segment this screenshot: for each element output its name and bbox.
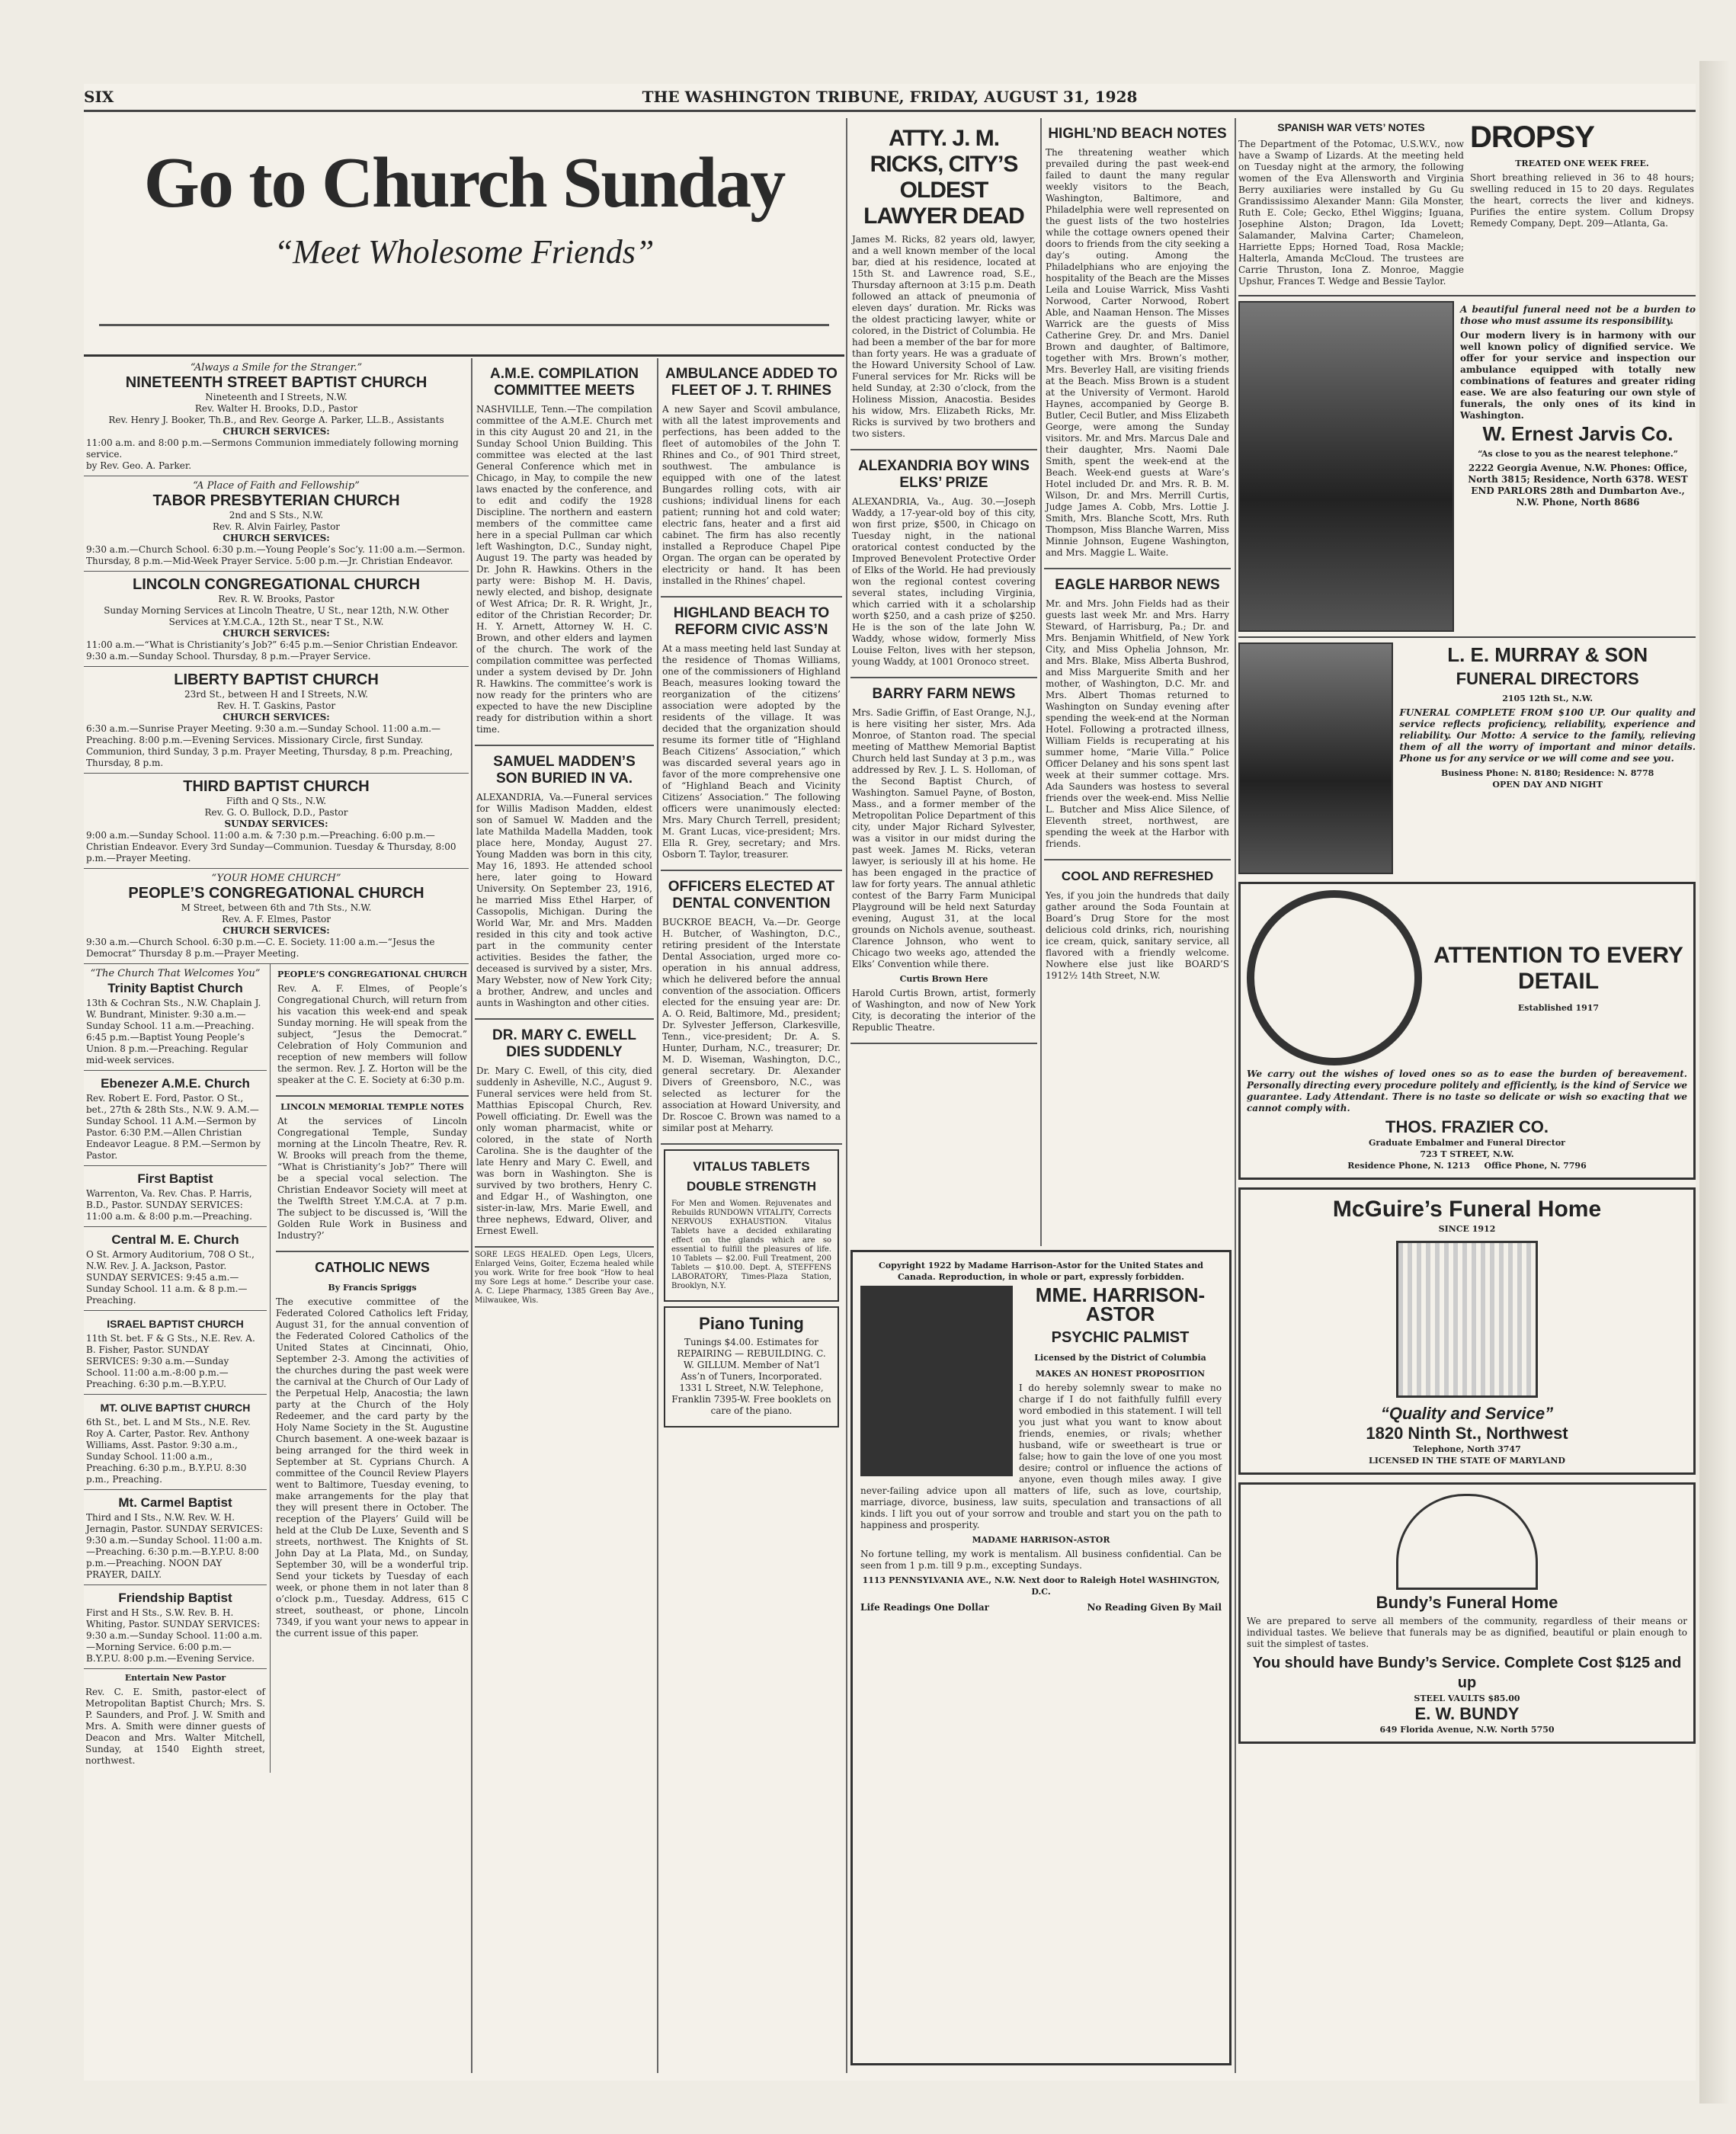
article: [276, 964, 469, 1097]
church-listing: [84, 1071, 267, 1166]
article-title: LINCOLN MEMORIAL TEMPLE NOTES: [280, 1102, 464, 1112]
portrait-photo: [1238, 642, 1393, 874]
church-listing: [84, 869, 469, 964]
church-pastor: Rev. R. W. Brooks, Pastor: [218, 594, 335, 604]
church-listing: [84, 572, 469, 667]
church-directory: [84, 358, 469, 2073]
article-body: Rev. C. E. Smith, pastor-elect of Metropolitan Baptist Church; Mrs. S. P. Saunders, and Prof. J. W. Smith and Mrs. A. Smith were dinner guests of Deacon and Mrs. Walter Mitchell, Sunday, at 1540 Eighth street, northwest.: [85, 1687, 265, 1766]
mcguire-ad: [1238, 1187, 1696, 1475]
ad-phones: Residence Phone, N. 1213 Office Phone, N. 7796: [1347, 1161, 1587, 1171]
article-body: Rev. A. F. Elmes, of People’s Congregational Church, will return from his vacation this week-end and speak Sunday morning. He will speak from the subject, “Jesus the Democrat.” Celebration of Holy Communion and reception of new members will follow the sermon. Rev. J. Z. Horton will be the speaker at the C. E. Society at 6:30 p.m.: [277, 983, 467, 1085]
church-name: ISRAEL BAPTIST CHURCH: [107, 1318, 244, 1330]
ad-body: Yes, if you join the hundreds that daily gather around the Soda Fountain at Board’s Drug Store for the most delicious cold drinks, rich, nourishing ice cream, quick, sanitary service, all flavored with a friendly welcome. Nowhere else just like BOARD’S 1912½ 14th Street, N.W.: [1046, 890, 1229, 981]
church-name: Mt. Carmel Baptist: [118, 1495, 232, 1510]
ad-title: Graduate Embalmer and Funeral Director: [1369, 1138, 1565, 1148]
ad-address: 649 Florida Avenue, N.W. North 5750: [1379, 1725, 1555, 1735]
arch-icon: [1396, 1494, 1538, 1590]
ad-subtitle: TREATED ONE WEEK FREE.: [1515, 159, 1649, 168]
article: [1044, 118, 1231, 569]
church-pastor: Rev. R. Alvin Fairley, Pastor: [212, 521, 341, 532]
ad-body: Our modern livery is in harmony with our well known policy of dignified service. We offer for your service and inspection our ambulance equipped with totally new combinations of features and greater riding ease. We are also featuring our own style of funerals, the only ones of its kind in Washington.: [1460, 330, 1696, 421]
services-label: CHURCH SERVICES:: [223, 426, 330, 437]
ad-name: McGuire’s Funeral Home: [1332, 1197, 1602, 1222]
dropsy-ad: [1470, 118, 1694, 290]
ad-title: VITALUS TABLETS DOUBLE STRENGTH: [687, 1159, 816, 1194]
ad-license: LICENSED IN THE STATE OF MARYLAND: [1369, 1456, 1565, 1466]
ad-motto: “Quality and Service”: [1380, 1404, 1554, 1423]
banner-divider: [99, 324, 829, 326]
astor-ad: [850, 1250, 1232, 2065]
article-body: At the services of Lincoln Congregational Temple, Sunday morning at the Lincoln Theatre, Rev. R. W. Brooks will preach from the theme, “What is Christianity’s Job?” There will be a special vocal selection. The Christian Endeavor Society will meet at the Twelfth Street Y.M.C.A. at 7 p.m. The subject to be discussed is, ‘Will the Golden Rule Work in Business and Industry?’: [277, 1116, 467, 1241]
banner-title: Go to Church Sunday: [143, 143, 785, 223]
article-body: A new Sayer and Scovil ambulance, with all the latest improvements and perfections, has been added to the fleet of automobiles of the John T. Rhines and Co., of 901 Third street, southwest. The ambulance is equipped with one of the latest Bungardes rolling cots, with air cushions; individual linens for each patient; running hot and cold water; electric fans, heater and a first aid cabinet. The firm has also recently installed a Reproduce Chapel Pipe Organ. The organ can be operated by electricity or hand. It has been installed in the Rhines’ chapel.: [662, 404, 841, 586]
church-listing: [84, 1585, 267, 1669]
services-label: CHURCH SERVICES:: [223, 925, 330, 936]
article: [475, 1020, 654, 1248]
church-listing: [84, 1166, 267, 1227]
church-name: PEOPLE’S CONGREGATIONAL CHURCH: [128, 885, 424, 902]
church-services: 11th St. bet. F & G Sts., N.E. Rev. A. B. Fisher, Pastor. SUNDAY SERVICES: 9:30 a.m.—Sunday School. 11:00 a.m.-8:00 p.m.—Preaching. 6:30 p.m.—B.Y.P.U.: [86, 1333, 255, 1389]
church-listing: [84, 1395, 267, 1490]
church-services: 11:00 a.m. and 8:00 p.m.—Sermons Communion immediately following morning service.: [86, 437, 459, 460]
article-title: SAMUEL MADDEN’S SON BURIED IN VA.: [493, 754, 636, 787]
church-address: Fifth and Q Sts., N.W.: [226, 796, 327, 806]
church-banner: [84, 118, 844, 357]
ad-signature: MADAME HARRISON-ASTOR: [972, 1535, 1110, 1545]
church-name: MT. OLIVE BAPTIST CHURCH: [100, 1402, 251, 1414]
column-rule: [657, 358, 658, 2073]
services-label: CHURCH SERVICES:: [223, 712, 330, 723]
ad-body: We are prepared to serve all members of the community, regardless of their means or individual tastes. We believe that funerals may be as dignified, beautiful or plain enough to suit the simplest of tastes.: [1247, 1616, 1687, 1649]
ad-body: I do hereby solemnly swear to make no charge if I do not faithfully fulfill every word embodied in this statement. I will tell you just what you want to know about friends, enemies, or rivals; whether husband, wife or sweetheart is true or false; how to gain the love of one you most desire; control or influence the actions of anyone, even though miles away. I give never-failing advice upon all matters of life, such as love, courtship, marriage, divorce, business, law suits, speculation and transactions of all kinds. I lift you out of your sorrow and trouble and start you on the path to happiness and prosperity.: [860, 1383, 1222, 1530]
ad-phones: Business Phone: N. 8180; Residence: N. 8778: [1441, 768, 1654, 778]
ad-name: L. E. MURRAY & SON: [1447, 643, 1648, 666]
ad-address: 723 T STREET, N.W.: [1420, 1149, 1514, 1159]
frazier-ad: [1238, 882, 1696, 1180]
palm-hand-icon: [860, 1286, 1013, 1476]
church-pastor: Rev. H. T. Gaskins, Pastor: [216, 700, 336, 711]
ad-since: SINCE 1912: [1438, 1224, 1496, 1234]
ad-body: For Men and Women. Rejuvenates and Rebuilds RUNDOWN VITALITY, Corrects NERVOUS EXHAUSTION. Vitalus Tablets have a decided exhilarating effect on the glands which are so essential to fulfill the pleasures of life. 10 Tablets — $2.00. Full Treatment, 200 Tablets — $10.00. Dept. A, STEFFENS LABORATORY, Times-Plaza Station, Brooklyn, N.Y.: [671, 1200, 831, 1290]
article: [850, 678, 1037, 1044]
ad-body: Tunings $4.00. Estimates for REPAIRING — REBUILDING. C. W. GILLUM. Member of Nat’l Ass’n of Tuners, Incorporated. 1331 L Street, N.W. Telephone, Franklin 7395-W. Free booklets on care of the piano.: [671, 1337, 831, 1416]
ad-address: 2222 Georgia Avenue, N.W. Phones: Office, North 3815; Residence, North 6378. WEST END PARLORS 28th and Dumbarton Ave., N.W. Phone, North 8686: [1468, 463, 1688, 508]
article-body: Mr. and Mrs. John Fields had as their guests last week Mr. and Mrs. Harry Steward, of Harrisburg, Pa.; Dr. and Mrs. Benjamin Whitfield, of New York City, and Miss Ophelia Johnson, Mr. and Mrs. Blake, Miss Alberta Bushrod, and Miss Marguerite Smith and her mother, of Washington, D.C. Mr. and Mrs. Albert Thomas returned to Washington on Sunday evening after spending the week-end at the Norman Hotel. Following a protracted illness, William Fields is recuperating at his summer home, “Marie Villa.” Police Officer Delaney and his sons spent last week at their summer cottage. Mrs. Ada Saunders was hostess to several friends over the week-end. Miss Nellie L. Butcher and Miss Alice Silence, of Eleventh street, northwest, are spending the week at the Harbor with friends.: [1046, 598, 1229, 849]
article-body: ALEXANDRIA, Va., Aug. 30.—Joseph Waddy, a 17-year-old boy of this city, won first prize, $500, in Chicago on Tuesday night, in the national oratorical contest conducted by the Improved Benevolent Protective Order of Elks of the World. He had previously won the regional contest covering several states, including Virginia, which carried with it a scholarship worth $250, and a cash prize of $250. He is the son of the late John W. Waddy, whose widow, formerly Miss Louise Felton, lives with her stepson, young Waddy, at 1001 Oronoco street.: [852, 496, 1036, 667]
church-listing: [84, 667, 469, 774]
church-name: THIRD BAPTIST CHURCH: [183, 778, 370, 795]
church-services: 11:00 a.m.—“What is Christianity’s Job?” 6:45 p.m.—Senior Christian Endeavor. 9:30 a.m.—Sunday School. Thursday, 8 p.m.—Prayer Service.: [86, 639, 458, 662]
ad-vault: STEEL VAULTS $85.00: [1414, 1693, 1520, 1703]
church-news-column: [273, 964, 469, 1645]
article: [475, 358, 654, 746]
church-services: 6:30 a.m.—Sunrise Prayer Meeting. 9:30 a.m.—Sunday School. 11:00 a.m.—Preaching. 8:00 p.m.—Evening Services. Missionary Circle, first Sunday. Communion, third Sunday, 3 p.m. Prayer Meeting, Thursday, 8 p.m. Preaching, Thursday, 8 p.m.: [86, 723, 453, 768]
services-label: CHURCH SERVICES:: [223, 628, 330, 639]
article-body: At a mass meeting held last Sunday at the residence of Thomas Williams, one of the commissioners of Highland Beach, measures looking toward the reorganization of the citizens’ association were adopted by the residents of the village. It was decided that the organization should resume its former title of “Highland Beach Citizens’ Association,” which was discarded several years ago in favor of the more comprehensive one of “Highland Beach and Vicinity Citizens’ Association.” The following officers were unanimously elected: Mrs. Mary Church Terrell, president; M. Grant Lucas, vice-president; Mrs. Ella R. Grey, secretary; and Mrs. Osborn T. Taylor, treasurer.: [662, 643, 841, 860]
masthead-bar: [84, 84, 1696, 112]
church-slogan: “A Place of Faith and Fellowship”: [193, 480, 360, 492]
ad-title: Piano Tuning: [699, 1314, 804, 1333]
article-title: ALEXANDRIA BOY WINS ELKS’ PRIZE: [858, 458, 1030, 491]
portrait-photo: [1238, 301, 1454, 632]
ad-name: Bundy’s Funeral Home: [1376, 1593, 1558, 1612]
ad-proposition: MAKES AN HONEST PROPOSITION: [1035, 1369, 1206, 1379]
article-body: NASHVILLE, Tenn.—The compilation committee of the A.M.E. Church met in this city August 20 and 21, in the Sunday School Union Building. This committee was elected at the last General Conference which met in Chicago, in May, to compile the new laws enacted by the conference, and to edit and codify the 1928 Discipline. The northern and eastern members of the committee came here in a special Pullman car which left Washington, D.C., Sunday night, August 19. The party was headed by Dr. John R. Hawkins. Others in the party were: Bishop M. H. Davis, newly elected, and bishop, designate of West Africa; Dr. R. R. Wright, Jr., editor of the Christian Recorder; Dr. H. Y. Arnett, Attorney W. H. C. Brown, and other elders and laymen of the church. The work of the compilation committee was perfected under a system devised by Dr. John R. Hawkins. The committee’s work is now ready for the printers who are expected to have the new Discipline ready for distribution within a short time.: [476, 404, 652, 735]
piano-ad: [664, 1306, 839, 1427]
article: [661, 358, 842, 598]
ad-copyright: Copyright 1922 by Madame Harrison-Astor for the United States and Canada. Reproduction, in whole or part, expressly forbidden.: [879, 1261, 1203, 1282]
church-name: Central M. E. Church: [111, 1232, 239, 1247]
church-listing: [84, 964, 267, 1071]
masthead: THE WASHINGTON TRIBUNE, FRIDAY, AUGUST 31, 1928: [642, 88, 1138, 106]
column-2: [475, 358, 654, 2073]
ad-offer: You should have Bundy’s Service. Complete Cost $125 and up: [1252, 1655, 1682, 1691]
small-church-column: [84, 964, 271, 1773]
sore-legs-ad: SORE LEGS HEALED. Open Legs, Ulcers, Enlarged Veins, Goiter, Eczema healed while you work. Write for free book “How to heal my Sore Legs at home.” Describe your case. A. C. Liepe Pharmacy, 1385 Green Bay Ave., Milwaukee, Wis.: [475, 1251, 654, 1305]
article: [1044, 569, 1231, 860]
church-name: LIBERTY BAPTIST CHURCH: [174, 671, 379, 688]
church-extra: by Rev. Geo. A. Parker.: [86, 460, 192, 471]
article-body: BUCKROE BEACH, Va.—Dr. George H. Butcher, of Washington, D.C., retiring president of the Interstate Dental Association, urged more co-operation in his annual address, which he delivered before the annual convention of the association. Officers elected for the ensuing year are: Dr. A. O. Reid, Baltimore, Md., president; Dr. Sylvester Jefferson, Clarkesville, Tenn., vice-president; Dr. A. S. Hunter, Durham, N.C., treasurer; Dr. M. D. Wiseman, Washington, D.C., general secretary. Dr. Alexander Divers of Greensboro, N.C., was selected as lecturer for the association at Howard University, and Dr. Roscoe C. Brown was named to a similar post at Meharry.: [662, 917, 841, 1133]
church-address: 2nd and S Sts., N.W.: [229, 510, 324, 521]
murray-ad: [1238, 636, 1696, 874]
church-listing: [84, 774, 469, 869]
bundy-ad: [1238, 1482, 1696, 1744]
church-services: Third and I Sts., N.W. Rev. W. H. Jernagin, Pastor. SUNDAY SERVICES: 9:30 a.m.—Sunday School. 11:00 a.m.—Preaching. 6:30 p.m.—B.Y.P.U. 8:00 p.m.—Preaching. NOON DAY PRAYER, DAILY.: [86, 1512, 263, 1580]
church-services: 9:30 a.m.—Church School. 6:30 p.m.—C. E. Society. 11:00 a.m.—“Jesus the Democrat” Thursday 8 p.m.—Prayer Meeting.: [86, 937, 435, 959]
ad-body: We carry out the wishes of loved ones so as to ease the burden of bereavement. Personally directing every procedure politely and efficiently, is the kind of Service we guarantee. Lady Attendant. There is no taste so delicate or wish so exacting that we cannot comply with.: [1247, 1069, 1687, 1113]
article-title: OFFICERS ELECTED AT DENTAL CONVENTION: [668, 879, 835, 912]
church-assistants: Rev. Henry J. Booker, Th.B., and Rev. George A. Parker, LL.B., Assistants: [108, 415, 444, 425]
church-name: NINETEENTH STREET BAPTIST CHURCH: [125, 374, 428, 391]
article-body: James M. Ricks, 82 years old, lawyer, and a well known member of the local bar, died at his residence, located at 15th St. and Lawrence road, S.E., Thursday afternoon at 3:15 p.m. Death followed an attack of pneumonia of eleven days’ duration. Mr. Ricks was the oldest practicing lawyer, white or colored, in the District of Columbia. He had been a member of the bar for more than forty years. He was a graduate of the Howard University School of Law. Funeral services for Mr. Ricks will be held Sunday, at 2:30 o’clock, from the Holiness Mission, Anacostia. Besides his widow, Mrs. Elizabeth Ricks, Mr. Ricks is survived by two brothers and two sisters.: [852, 234, 1036, 439]
column-6: [1238, 118, 1696, 2073]
article-title: BARRY FARM NEWS: [872, 686, 1016, 702]
church-slogan: “YOUR HOME CHURCH”: [211, 873, 341, 884]
article-title: PEOPLE’S CONGREGATIONAL CHURCH: [277, 969, 467, 979]
article: [276, 1097, 469, 1252]
column-5: [1044, 118, 1231, 1246]
ad-title: COOL AND REFRESHED: [1061, 869, 1214, 883]
article: [850, 450, 1037, 678]
article-title: A.M.E. COMPILATION COMMITTEE MEETS: [490, 366, 639, 399]
spanish-war-article: [1238, 118, 1464, 290]
church-name: TABOR PRESBYTERIAN CHURCH: [152, 492, 400, 509]
article: [475, 746, 654, 1020]
building-icon: [1396, 1241, 1538, 1398]
ad-phone: Telephone, North 3747: [1413, 1444, 1521, 1454]
article-title: HIGHLAND BEACH TO REFORM CIVIC ASS’N: [673, 605, 830, 638]
article-title: DR. MARY C. EWELL DIES SUDDENLY: [492, 1027, 636, 1060]
church-listing: [84, 1311, 267, 1395]
church-name: LINCOLN CONGREGATIONAL CHURCH: [132, 576, 421, 593]
ad-footer-right: No Reading Given By Mail: [1087, 1602, 1222, 1613]
frazier-top: [1247, 890, 1687, 1065]
article-title: SPANISH WAR VETS’ NOTES: [1277, 121, 1425, 133]
services-label: SUNDAY SERVICES:: [224, 819, 328, 829]
ad-address: 2105 12th St., N.W.: [1502, 694, 1593, 703]
church-pastor: Rev. G. O. Bullock, D.D., Pastor: [204, 807, 348, 818]
column-rule: [471, 358, 472, 2073]
ad-owner: E. W. BUNDY: [1414, 1704, 1520, 1723]
article-title: EAGLE HARBOR NEWS: [1055, 577, 1220, 593]
church-listing: [84, 1490, 267, 1585]
church-services: 9:00 a.m.—Sunday School. 11:00 a.m. & 7:30 p.m.—Preaching. 6:00 p.m.—Christian Endeavor. Every 3rd Sunday—Communion. Tuesday & Thursday, 8:00 p.m.—Prayer Meeting.: [86, 830, 456, 864]
article-title: Entertain New Pastor: [124, 1673, 226, 1683]
vitalus-ad: [664, 1149, 839, 1302]
services-label: CHURCH SERVICES:: [223, 533, 330, 543]
church-address: 23rd St., between H and I Streets, N.W.: [184, 689, 368, 700]
ad-headline: ATTENTION TO EVERY DETAIL: [1433, 942, 1683, 994]
article-title: ATTY. J. M. RICKS, CITY’S OLDEST LAWYER DEAD: [863, 126, 1024, 229]
ad-body: Short breathing relieved in 36 to 48 hours; swelling reduced in 15 to 20 days. Regulates the heart, corrects the liver and kidneys. Purifies the entire system. Collum Dropsy Remedy Company, Dept. 209—Atlanta, Ga.: [1470, 172, 1694, 229]
ad-title: DROPSY: [1470, 120, 1594, 154]
article-body: Dr. Mary C. Ewell, of this city, died suddenly in Asheville, N.C., August 9. Funeral services were held from St. Matthias Episcopal Church, Rev. Powell officiating. Dr. Ewell was the only woman pharmacist, white or colored, in the state of North Carolina. She is the daughter of the late Henry and Mary C. Ewell, and was born in Washington. She is survived by two brothers, Henry C. and Edgar H., of Washington, one sister-in-law, Mrs. Marie Ewell, and three nephews, Edward, Oliver, and Ernest Ewell.: [476, 1065, 652, 1236]
frazier-head: [1430, 943, 1687, 1014]
church-services: 9:30 a.m.—Church School. 6:30 p.m.—Young People’s Soc’y. 11:00 a.m.—Sermon. Thursday, 8 p.m.—Mid-Week Prayer Service. 5:00 p.m.—Jr. Christian Endeavor.: [86, 544, 466, 566]
article-body: Harold Curtis Brown, artist, formerly of Washington, and now of New York City, is decorating the interior of the Republic Theatre.: [852, 988, 1036, 1033]
ad-body: FUNERAL COMPLETE FROM $100 UP. Our quality and service reflects proficiency, reliability, experience and reliability. Our Motto: A service to the family, relieving them of all the worry of important and minor details. Phone us for any service or we will come and see you.: [1399, 707, 1696, 764]
church-services: Warrenton, Va. Rev. Chas. P. Harris, B.D., Pastor. SUNDAY SERVICES: 11:00 a.m. & 8:00 p.m.—Preaching.: [86, 1188, 252, 1222]
church-services: 13th & Cochran Sts., N.W. Chaplain J. W. Bundrant, Minister. 9:30 a.m.—Sunday School. 11 a.m.—Preaching. 6:45 p.m.—Baptist Young People’s Union. 8 p.m.—Preaching. Regular mid-week services.: [86, 998, 261, 1065]
church-pastor: Rev. Walter H. Brooks, D.D., Pastor: [194, 403, 358, 414]
jarvis-ad-text: [1460, 301, 1696, 632]
article: [661, 871, 842, 1145]
ad-footer-left: Life Readings One Dollar: [860, 1602, 989, 1613]
ad-hours: OPEN DAY AND NIGHT: [1492, 780, 1603, 790]
ad-name: W. Ernest Jarvis Co.: [1482, 422, 1674, 445]
ad-title: FUNERAL DIRECTORS: [1456, 669, 1639, 688]
banner-tagline: “Meet Wholesome Friends”: [274, 233, 655, 271]
church-services: First and H Sts., S.W. Rev. B. H. Whiting, Pastor. SUNDAY SERVICES: 9:30 a.m.—Sunday School. 11:00 a.m.—Morning Service. 6:00 p.m.—B.Y.P.U. 8:00 p.m.—Evening Service.: [86, 1607, 263, 1664]
page-edge: [1699, 61, 1730, 2104]
ad-name: MME. HARRISON-ASTOR: [1035, 1283, 1206, 1325]
cool-ad: [1044, 860, 1231, 988]
church-slogan: “The Church That Welcomes You”: [90, 968, 261, 979]
wreath-icon: [1247, 890, 1422, 1065]
ad-title: PSYCHIC PALMIST: [1051, 1329, 1190, 1346]
church-listing: [84, 358, 469, 476]
church-pastor: Rev. A. F. Elmes, Pastor: [222, 914, 331, 924]
newspaper-page: [84, 84, 1696, 2081]
article-body: The Department of the Potomac, U.S.W.V., now have a Swamp of Lizards. At the meeting held on Tuesday night at the armory, the following women of the Eva Allensworth and Virginia Berry auxiliaries were installed by Gu Gu Grandississimo Alexander Mann: Gila Monster, Ruth E. Cole; Gecko, Ethel Wiggins; Iguana, Josephine Alston; Dragon, Ida Lovett; Salamander, Malvina Carter; Chameleon, Harriette Epps; Horned Toad, Rosa Mackle; Halterla, Amanda McCloud. The trustees are Carrie Thruston, Iona Z. Monroe, Maggie Upshur, Frances T. Wedge and Bessie Taylor.: [1238, 139, 1464, 287]
church-address: Sunday Morning Services at Lincoln Theatre, U St., near 12th, N.W. Other Services at Y.M.C.A., 12th St., near T St., N.W.: [104, 605, 449, 627]
article: [276, 1252, 469, 1645]
ad-established: Established 1917: [1517, 1002, 1600, 1013]
church-services: Rev. Robert E. Ford, Pastor. O St., bet., 27th & 28th Sts., N.W. 9. A.M.—Sunday School. 11 A.M.—Sermon by Pastor. 6:30 P.M.—Allen Christian Endeavor League. 8 P.M.—Sermon by Pastor.: [86, 1093, 261, 1161]
article-title: HIGHL’ND BEACH NOTES: [1048, 126, 1227, 142]
ad-name: THOS. FRAZIER CO.: [1385, 1117, 1549, 1136]
article-body: Mrs. Sadie Griffin, of East Orange, N.J., is here visiting her sister, Mrs. Ada Monroe, of Stanton road. The special meeting of Matthew Memorial Baptist Church held last Sunday at 3 p.m., was addressed by Rev. J. L. S. Holloman, of the Second Baptist Church, of Washington. Samuel Payne, of Boston, Mass., and a former member of the Metropolitan Police Department of this city, under Major Richard Sylvester, was a visitor in our midst during the past week. James M. Ricks, veteran lawyer, is seriously ill at his home. He has been engaged in the practice of law for forty years. The annual athletic contest of the Barry Farm Municipal Playground will be held next Saturday evening, August 31, at the local grounds on Nichols avenue, southeast. Clarence Johnson, who went to Chicago two weeks ago, attended the Elks’ Convention while there.: [852, 707, 1036, 969]
article-title: CATHOLIC NEWS: [315, 1260, 430, 1275]
church-services: 6th St., bet. L and M Sts., N.E. Rev. Roy A. Carter, Pastor. Rev. Anthony Williams, Asst. Pastor. 9:30 a.m., Sunday School. 11:00 a.m., Preaching. 6:30 p.m., B.Y.P.U. 8:30 p.m., Preaching.: [86, 1417, 251, 1485]
ad-note: No fortune telling, my work is mentalism. All business confidential. Can be seen from 1 p.m. till 9 p.m., excepting Sundays.: [860, 1549, 1222, 1571]
jarvis-ad: [1238, 295, 1696, 632]
ad-address: 1113 PENNSYLVANIA AVE., N.W. Next door to Raleigh Hotel WASHINGTON, D.C.: [862, 1575, 1220, 1597]
article: [661, 598, 842, 871]
church-address: Nineteenth and I Streets, N.W.: [205, 392, 348, 402]
article-title: AMBULANCE ADDED TO FLEET OF J. T. RHINES: [665, 366, 838, 399]
church-name: Ebenezer A.M.E. Church: [101, 1076, 250, 1091]
ad-intro: A beautiful funeral need not be a burden to those who must assume its responsibility.: [1460, 304, 1696, 326]
ad-address: 1820 Ninth St., Northwest: [1366, 1424, 1568, 1443]
church-slogan: “Always a Smile for the Stranger.”: [190, 362, 363, 373]
church-name: Friendship Baptist: [118, 1591, 232, 1605]
church-services: O St. Armory Auditorium, 708 O St., N.W. Rev. J. A. Jackson, Pastor. SUNDAY SERVICES: 9:45 a.m.—Sunday School. 11 a.m. & 8 p.m.—Preaching.: [86, 1249, 255, 1306]
ad-tag: “As close to you as the nearest telephone.”: [1478, 449, 1678, 459]
ad-license: Licensed by the District of Columbia: [1034, 1353, 1206, 1363]
column-rule: [1040, 118, 1042, 1246]
church-address: M Street, between 6th and 7th Sts., N.W.: [181, 902, 372, 913]
church-name: Trinity Baptist Church: [107, 981, 243, 995]
column-rule: [1235, 118, 1236, 2073]
column-rule: [846, 118, 847, 2073]
column-4: [850, 118, 1037, 1246]
article: [850, 118, 1037, 450]
murray-ad-text: [1399, 642, 1696, 874]
article-body: The executive committee of the Federated Colored Catholics left Friday, August 31, for the annual convention of the Federated Colored Catholics of the United States at Cincinnati, Ohio, September 2-3. Among the activities of the churches during the past week were the carnival at the Church of Our Lady of the Perpetual Help, Anacostia; the lawn party at the Church of the Holy Redeemer, and the card party by the Holy Name Society in the St. Augustine Church basement. A one-week bazaar is being arranged for the third week in September at St. Cyprians Church. A committee of the Council Review Players went to Baltimore, Tuesday evening, to make arrangements for the play that they will present there in October. The reception of the Players’ Guild will be held at the Club De Luxe, Seventh and S streets, northwest. The Knights of St. John Day at La Plata, Md., on Sunday, September 30, will be a wonderful trip. Send your tickets by Tuesday of each week, or phone them in not later than 8 o’clock p.m., Tuesday. Address, 615 C street, southeast, or phone, Lincoln 7349, if you want your news to appear in the current issue of this paper.: [276, 1296, 469, 1639]
article-body: ALEXANDRIA, Va.—Funeral services for Willis Madison Madden, eldest son of Samuel W. Madden and the late Mathilda Madella Madden, took place here, Monday, August 27. Young Madden was born in this city, May 16, 1893. He attended school here, later going to Howard University. On September 23, 1916, he married Miss Ethel Harper, of Cassopolis, Michigan. During the World War, Mr. and Mrs. Madden resided in this city and took active part in the community center activities. Besides the father, the deceased is survived by a sister, Mrs. Mary Webster, now of New York City; a brother, Andrew, and uncles and aunts in Washington and other cities.: [476, 792, 652, 1008]
article-body: The threatening weather which prevailed during the past week-end failed to daunt the many regular weekly visitors to the Beach, Washington, Baltimore, and Philadelphia were well represented on the guest lists of the two hostelries while the cottage owners opened their doors to friends from the city seeking a day’s outing. Among the Philadelphians who are enjoying the hospitality of the Beach are the Misses Leila and Louise Warrick, Miss Vashti Norwood, Carter Norwood, Robert Able, and Naaman Henson. The Misses Warrick are the guests of Miss Catherine Grey. Dr. and Mrs. Daniel Brown and daughter, of Baltimore, together with Mrs. Brown’s mother, Mrs. Beverley Hall, are visiting friends at the Beach. Miss Brown is a student at the University of Vermont. Harold Haynes, accompanied by George B. Butler, Cecil Butler, and Miss Elizabeth George, were among the Sunday visitors. Mr. and Mrs. Marcus Dale and their daughter, Mrs. Naomi Dale Smith, spent the week-end at the Beach. Week-end guests at Ware’s Hotel included Dr. and Mrs. R. B. M. Wilson, Dr. and Mrs. Merrill Curtis, Judge James A. Cobb, Mrs. Lottie J. Smith, Mrs. Blanche Scott, Mrs. Ruth Thompson, Miss Blanche Warren, Miss Minnie Johnson, Eugene Washington, and Mrs. Maggie L. Waite.: [1046, 147, 1229, 558]
church-listing: [84, 1227, 267, 1311]
article-byline: By Francis Spriggs: [328, 1283, 417, 1293]
church-name: First Baptist: [137, 1171, 213, 1186]
article-subtitle: Curtis Brown Here: [899, 974, 988, 984]
page-number: SIX: [84, 88, 114, 106]
ad-footer: [860, 1602, 1222, 1613]
column-3: [661, 358, 842, 2073]
church-listing: [84, 476, 469, 572]
top-row: [1238, 118, 1696, 290]
entertain-article: [84, 1669, 267, 1773]
